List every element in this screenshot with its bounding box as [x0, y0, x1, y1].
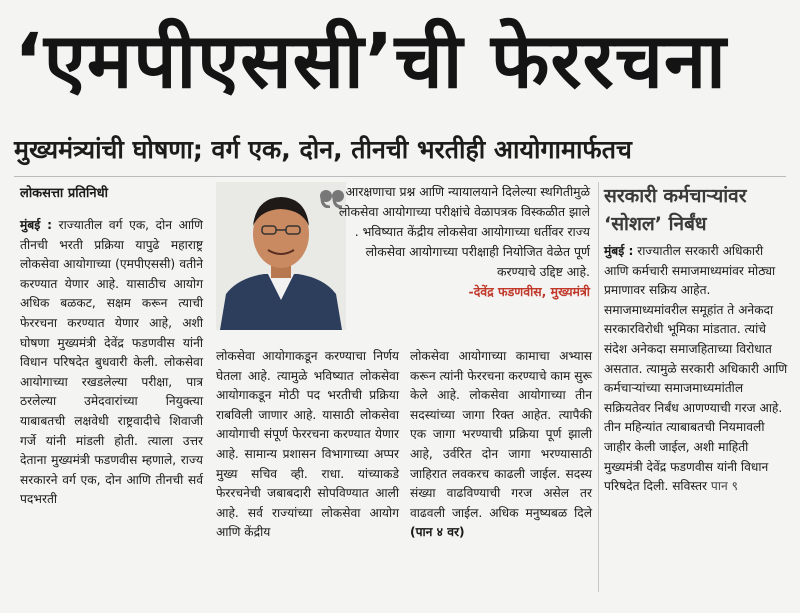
column-separator — [598, 182, 599, 592]
subheadline: मुख्यमंत्र्यांची घोषणा; वर्ग एक, दोन, तीनची भरतीही आयोगामार्फतच — [14, 135, 632, 164]
sidebar-text: राज्यातील सरकारी अधिकारी आणि कर्मचारी समाजमाध्यमांवर मोठ्या प्रमाणावर सक्रिय आहेत. समाजमाध्यमांवरील समूहांत ते अनेकदा सरकारविरोधी भूमिका मांडतात. त्यांचे संदेश अनेकदा समाजहिताच्या विरोधात असतात. त्यामुळे सरकारी अधिकारी आणि कर्मचाऱ्यांच्या समाजमाध्यमांतील सक्रियतेवर निर्बंध आणण्याची गरज आहे. तीन महिन्यांत त्याबाबतची नियमावली जाहीर केली जाईल, अशी माहिती मुख्यमंत्री देवेंद्र फडणवीस यांनी विधान परिषदेत दिली. सविस्तर — [604, 244, 788, 494]
sidebar-story — [604, 182, 790, 497]
quote-text — [332, 182, 590, 302]
sidebar-body — [604, 242, 790, 497]
continued-label: (पान ४ वर) — [410, 525, 465, 540]
story-column-3-text: लोकसेवा आयोगाच्या कामाचा अभ्यास करून त्यांनी फेररचना करण्याचे काम सुरू केले आहे. लोकसेवा आयोगाच्या तीन सदस्यांच्या जागा रिक्त आहेत. त्यापैकी एक जागा भरण्याची प्रक्रिया पूर्ण झाली आहे, उर्वरित दोन जागा भरण्यासाठी जाहिरात लवकरच काढली जाईल. सदस्य संख्या वाढविण्याची गरज असेल तर वाढवली जाईल. अधिक मनुष्यबळ दिले — [410, 349, 592, 520]
quote-attribution: -देवेंद्र फडणवीस, मुख्यमंत्री — [468, 284, 590, 299]
divider — [14, 176, 786, 177]
sidebar-page-ref: पान ९ — [710, 479, 738, 494]
quote-box — [216, 182, 592, 332]
byline: लोकसत्ता प्रतिनिधी — [20, 186, 108, 201]
headline: ‘एमपीएससी’ची फेररचना — [14, 16, 727, 105]
story-dateline: मुंबई : — [20, 218, 53, 232]
story-column-2: लोकसेवा आयोगाकडून करण्याचा निर्णय घेतला आहे. त्यामुळे भविष्यात लोकसेवा आयोगाकडून मोठी पद भरतीची प्रक्रिया राबविली जाणार आहे. यासाठी लोकसेवा आयोगाची संपूर्ण फेररचना करण्यात येणार आहे. सामान्य प्रशासन विभागाच्या अप्पर मुख्य सचिव व्ही. राधा. यांच्याकडे फेररचनेची जबाबदारी सोपविण्यात आली आहे. सर्व राज्यांच्या लोकसेवा आयोग आणि केंद्रीय — [216, 349, 399, 540]
story-column-1-text: राज्यातील वर्ग एक, दोन आणि तीनची भरती प्रक्रिया यापुढे महाराष्ट्र लोकसेवा आयोगाच्या (एमपीएससी) वतीने करण्यात येणार आहे. यासाठीच आयोग अधिक बळकट, सक्षम करून त्याची फेररचना करण्यात येणार आहे, अशी घोषणा मुख्यमंत्री देवेंद्र फडणवीस यांनी विधान परिषदेत बुधवारी केली. लोकसेवा आयोगाच्या रखडलेल्या परीक्षा, पात्र ठरलेल्या उमेदवारांच्या नियुक्त्या याबाबतची लक्षवेधी राष्ट्रवादीचे शिवाजी गर्जे यांनी मांडली होती. त्याला उत्तर देताना मुख्यमंत्री फडणवीस म्हणाले, राज्य सरकारने वर्ग एक, दोन आणि तीनची सर्व पदभरती — [20, 218, 203, 507]
story-column-3 — [410, 347, 592, 543]
sidebar-dateline: मुंबई : — [604, 244, 634, 258]
quote-body: आरक्षणाचा प्रश्न आणि न्यायालयाने दिलेल्या स्थगितीमुळे लोकसेवा आयोगाच्या परीक्षांचे वेळापत्रक विस्कळीत झाले . भविष्यात केंद्रीय लोकसेवा आयोगाच्या धर्तीवर राज्य लोकसेवा आयोगाच्या परीक्षाही नियोजित वेळेत पूर्ण करण्याचे उद्दिष्ट आहे. — [338, 184, 590, 279]
sidebar-title: सरकारी कर्मचाऱ्यांवर ‘सोशल’ निर्बंध — [604, 185, 747, 235]
story-column-1 — [20, 216, 203, 510]
